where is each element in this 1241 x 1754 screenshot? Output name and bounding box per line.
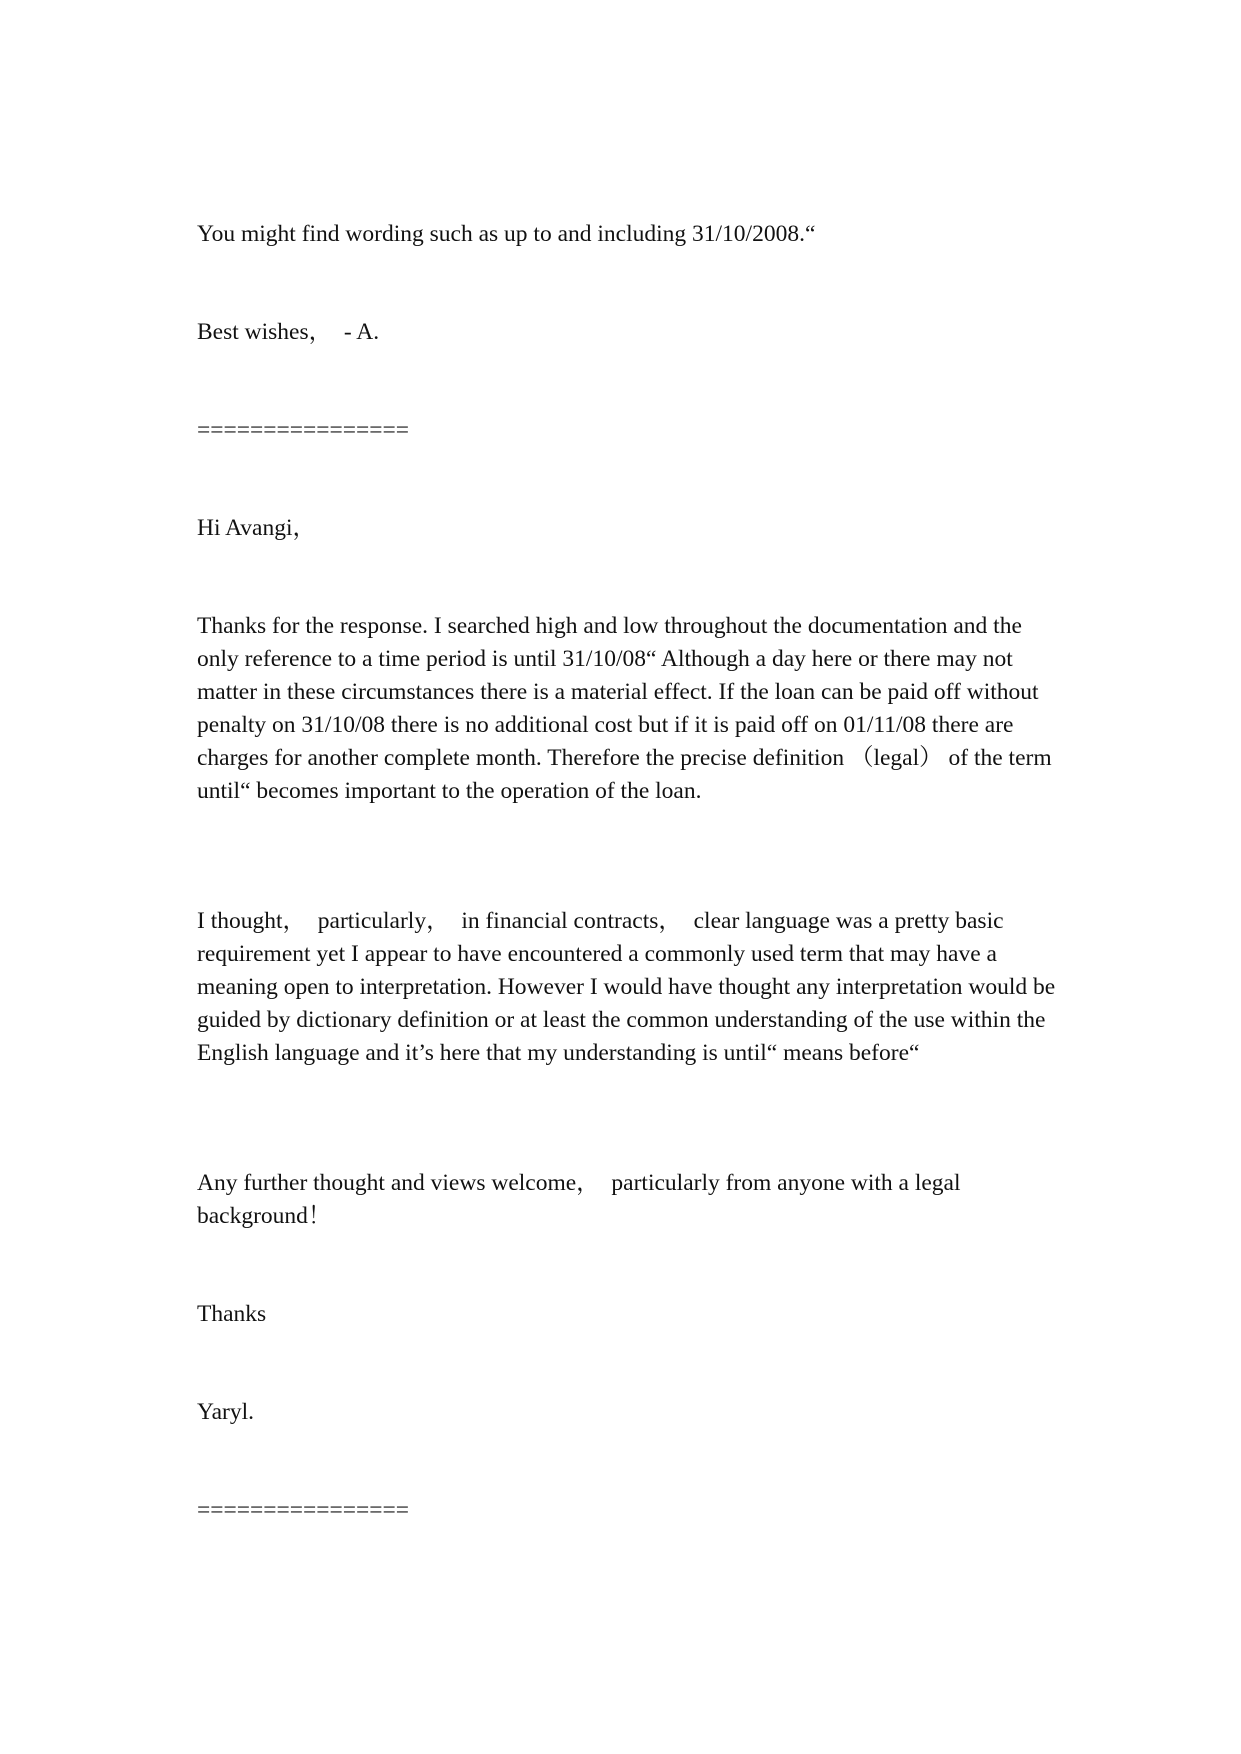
body-paragraph-2: I thought， particularly， in financial contracts， clear language was a pretty basic requirement yet I appear to have encountered a commonly used term that may have a meaning open to interpretation. However I would have thought any interpretation would be guided by dictionary definition or at least the common understanding of the use within the English language and it’s here that my understanding is until“ means before“: [197, 908, 1062, 1066]
separator-line: ================: [197, 417, 410, 443]
opening-line: You might find wording such as up to and including 31/10/2008.“: [197, 221, 816, 247]
separator-line-bottom: ================: [197, 1497, 410, 1523]
thanks-line: Thanks: [197, 1301, 267, 1327]
body-paragraph-1: Thanks for the response. I searched high and low throughout the documentation and the only reference to a time period is until 31/10/08“ Although a day here or there may not matter in these circumstances there is a material effect. If the loan can be paid off without penalty on 31/10/08 there is no additional cost but if it is paid off on 01/11/08 there are charges for another complete month. Therefore the precise definition （legal） of the term until“ becomes important to the operation of the loan.: [197, 613, 1058, 804]
greeting-line: Hi Avangi，: [197, 515, 317, 541]
body-paragraph-3: Any further thought and views welcome， particularly from anyone with a legal background！: [197, 1170, 967, 1229]
signature-line: Yaryl.: [197, 1399, 255, 1425]
signoff-line: Best wishes， - A.: [197, 319, 380, 345]
